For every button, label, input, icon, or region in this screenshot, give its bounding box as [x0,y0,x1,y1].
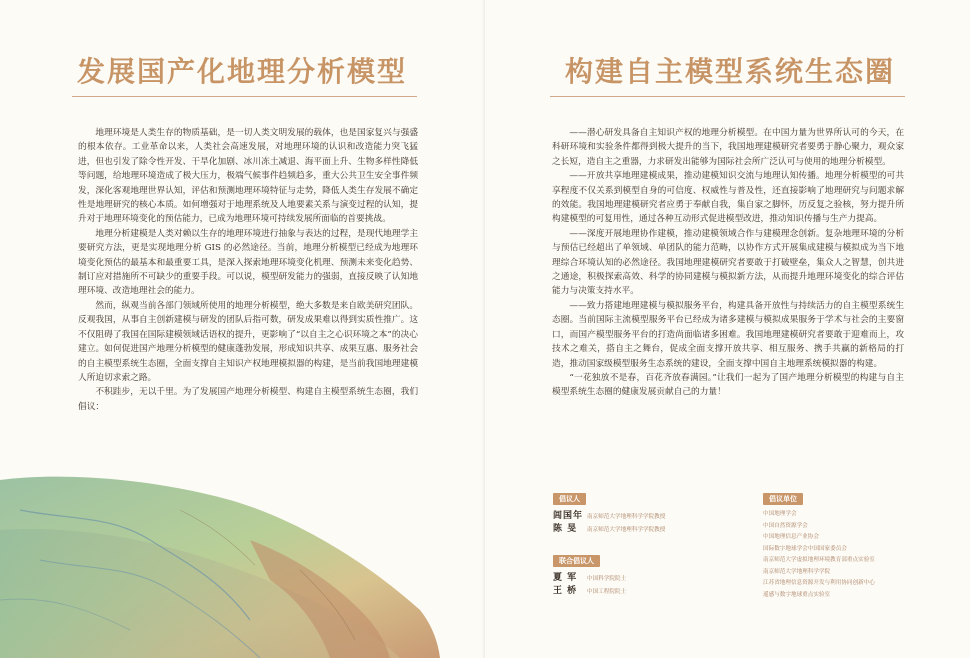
paragraph: ——潜心研发具备自主知识产权的地理分析模型。在中国力量为世界所认可的今天，在科研环境和实验条件都得到极大提升的当下，我国地理建模研究者要勇于静心聚力，观众家之长短，造自主之重器，力求研发出能够为国际社会所广泛认可与使用的地理分析模型。 [552,128,904,167]
organization-item: 南京师范大学地理科学学院 [763,568,831,575]
title-underline [72,96,417,97]
right-page-title: 构建自主模型系统生态圈 [565,55,896,88]
terrain-map-image [0,470,440,658]
left-page-title: 发展国产化地理分析模型 [77,55,408,88]
initiator-affiliation: 南京师范大学地理科学学院教授 [587,527,666,533]
initiator-name: 陈 旻 [553,524,578,534]
left-body-text [78,126,418,414]
organization-list [763,509,933,601]
initiator-row [553,508,743,521]
joint-initiator-row [553,583,743,596]
initiator-affiliation: 南京师范大学地理科学学院教授 [587,514,666,520]
right-body-text [552,126,904,400]
initiator-name: 闾国年 [553,511,584,521]
joint-initiator-affiliation: 中国工程院院士 [587,589,627,595]
initiator-row [553,521,743,534]
paragraph: ——致力搭建地理建模与模拟服务平台，构建具备开放性与持续活力的自主模型系统生态圈。当前国际主流模型服务平台已经成为诸多建模与模拟成果服务于学术与社会的主要窗口，而国产模型服务平台的打造尚面临诸多困难。我国地理建模研究者要敢于迎难而上，攻技术之难关，搭自主之舞台，促成全面支撑开放共享、相互服务、携手共赢的新格局的打造，推动国家级模型服务生态系统的建设，全面支撑中国自主地理系统模拟器的构建。 [552,300,904,369]
initiators-block [553,486,743,596]
organization-item: 中国地理信息产业协会 [763,534,819,540]
joint-initiators-tag: 联合倡议人 [553,555,600,567]
paragraph: “一花独放不是春，百花齐放春满园。”让我们一起为了国产地理分析模型的构建与自主模型系统生态圈的健康发展贡献自己的力量！ [552,372,904,398]
title-underline [550,96,905,97]
paragraph: ——深度开展地理协作建模，推动建模领域合作与建模理念创新。复杂地理环境的分析与预估已经超出了单领域、单团队的能力范畴，以协作方式开展集成建模与模拟成为当下地理综合环境认知的必然途径。我国地理建模研究者要敢于打破壁垒，集众人之智慧，创共进之通途，积极探索高效、科学的协同建模与模拟新方法，从而提升地理环境变化的综合评估能力与决策支持水平。 [552,228,904,297]
organizations-block [763,486,933,601]
paragraph: 然而，纵观当前各部门领域所使用的地理分析模型，绝大多数是来自欧美研究团队。反观我国，从事自主创新建模与研发的团队后指可数，研发成果难以得到实质性推广。这不仅阻碍了我国在国际建模领域话语权的提升，更影响了“以自主之心识环境之本”的决心建立。如何促进国产地理分析模型的健康蓬勃发展，形成知识共享、成果互惠、服务社会的自主模型系统生态圈，全面支撑自主知识产权地理模拟器的构建，是当前我国地理建模人所迫切求索之路。 [78,300,418,383]
organizations-tag: 倡议单位 [763,493,803,505]
joint-initiator-name: 王 桥 [553,586,578,596]
organization-item: 遥感与数字地球重点实验室 [763,591,831,598]
initiators-tag: 倡议人 [553,493,586,505]
organization-item: 中国地理学会 [763,511,797,517]
organization-item: 中国自然资源学会 [763,522,808,529]
organization-item: 江苏省地理信息资源开发与利用协同创新中心 [763,580,875,586]
right-page [485,0,970,658]
joint-initiator-affiliation: 中国科学院院士 [587,576,627,582]
paragraph: ——开放共享地理建模成果，推动建模知识交流与地理认知传播。地理分析模型的可共享程度不仅关系到模型自身的可信度、权威性与普及性，还直接影响了地理研究与问题求解的效能。我国地理建模研究者应勇于奉献自我，集自家之脚怀，历反复之验核，努力提升所构建模型的可复用性，通过各种互动形式促进模型改进，推动知识传播与生产力提高。 [552,171,904,225]
paragraph: 不积跬步，无以千里。为了发展国产地理分析模型、构建自主模型系统生态圈，我们倡议： [78,387,418,412]
paragraph: 地理环境是人类生存的物质基础，是一切人类文明发展的载体，也是国家复兴与强盛的根本依存。工业革命以来，人类社会高速发展，对地理环境的认识和改造能力突飞猛进，但也引发了除令性开发、干旱化加剧、冰川冻土减退、海平面上升、生物多样性降低等问题，给地理环境造成了极大压力，极端气候事件趋频趋多，重大公共卫生安全事件频发，深化客观地理世界认知，评估和预测地理环境特征与走势，降低人类生存发展不确定性是地理研究的核心本质。如何增强对于地理系统及人地要素关系与演变过程的认知，提升对于地理环境变化的预估能力，已成为地理环境可持续发展所面临的首要挑战。 [78,128,418,225]
organization-item: 国际数字地球学会中国国家委员会 [763,545,847,552]
organization-item: 南京师范大学虚拟地理环境教育部重点实验室 [763,557,875,563]
paragraph: 地理分析建模是人类对赖以生存的地理环境进行抽象与表达的过程，是现代地理学主要研究方法，更是实现地理分析 GIS 的必然途径。当前，地理分析模型已经成为地理环境变化预估的最基本和最重要工具，是深入探索地理环境变化机理、预测未来变化趋势、制订应对措施所不可缺少的重要手段。可以说，模型研发能力的强弱，直接反映了认知地理环境、改造地理社会的能力。 [78,228,418,297]
joint-initiator-name: 夏 军 [553,573,578,583]
joint-initiator-row [553,570,743,583]
